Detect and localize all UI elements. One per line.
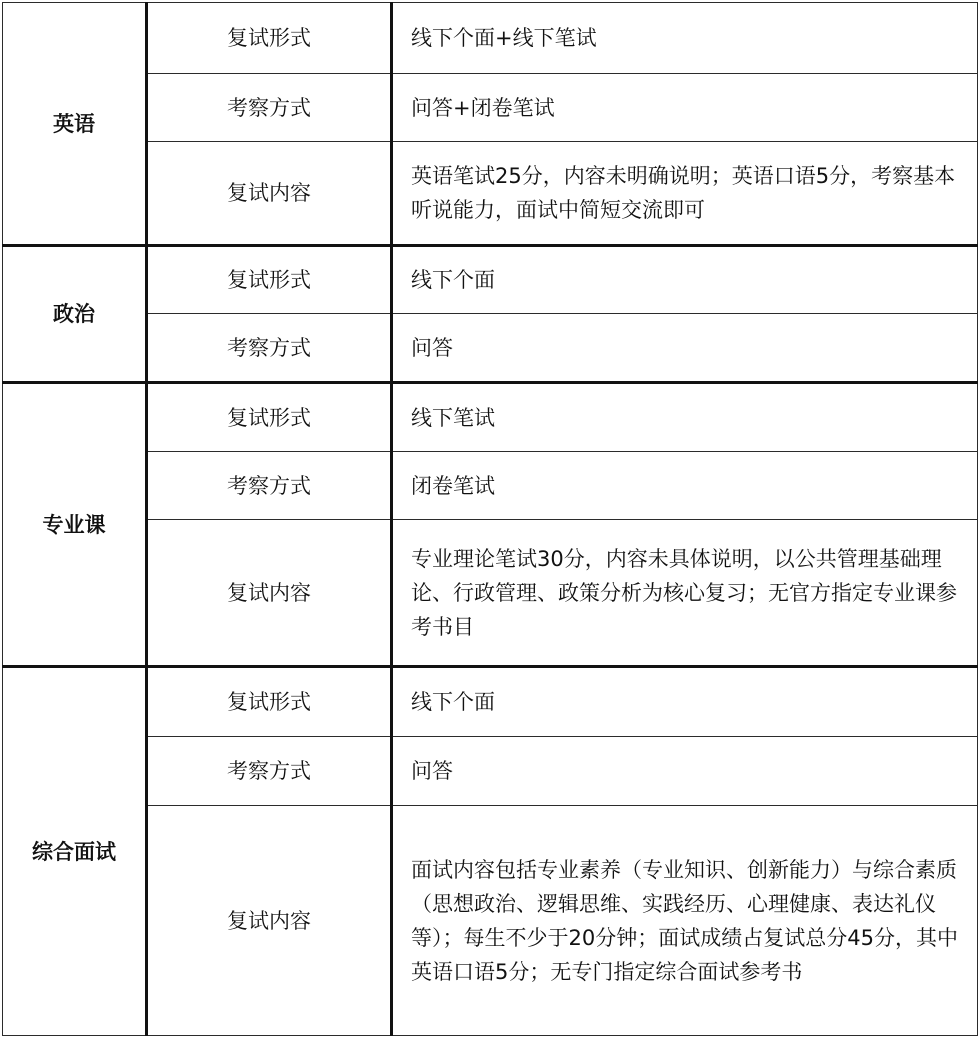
content-cell: 线下个面+线下笔试 — [392, 3, 978, 74]
content-cell: 线下个面 — [392, 667, 978, 737]
table-row — [3, 806, 978, 1036]
table-row — [3, 246, 978, 314]
item-cell: 复试形式 — [147, 3, 392, 74]
table-row — [3, 3, 978, 74]
table-row — [3, 383, 978, 452]
content-cell: 问答 — [392, 737, 978, 806]
category-cell-major-course: 专业课 — [3, 383, 147, 667]
item-cell: 考察方式 — [147, 452, 392, 520]
table-row — [3, 520, 978, 667]
item-cell: 考察方式 — [147, 737, 392, 806]
table-row — [3, 142, 978, 246]
item-cell: 复试形式 — [147, 667, 392, 737]
item-cell: 考察方式 — [147, 74, 392, 142]
table-row — [3, 74, 978, 142]
category-cell-interview: 综合面试 — [3, 667, 147, 1036]
content-cell: 问答 — [392, 314, 978, 383]
content-cell: 线下笔试 — [392, 383, 978, 452]
content-cell: 闭卷笔试 — [392, 452, 978, 520]
retest-info-table — [2, 2, 978, 1036]
table-row — [3, 314, 978, 383]
table-row — [3, 667, 978, 737]
item-cell: 复试内容 — [147, 806, 392, 1036]
item-cell: 复试形式 — [147, 246, 392, 314]
item-cell: 复试形式 — [147, 383, 392, 452]
content-cell: 线下个面 — [392, 246, 978, 314]
content-cell: 问答+闭卷笔试 — [392, 74, 978, 142]
item-cell: 复试内容 — [147, 520, 392, 667]
category-cell-english: 英语 — [3, 3, 147, 246]
content-cell: 专业理论笔试30分，内容未具体说明，以公共管理基础理论、行政管理、政策分析为核心复习；无官方指定专业课参考书目 — [392, 520, 978, 667]
table-row — [3, 737, 978, 806]
item-cell: 考察方式 — [147, 314, 392, 383]
content-cell: 英语笔试25分，内容未明确说明；英语口语5分，考察基本听说能力，面试中简短交流即可 — [392, 142, 978, 246]
category-cell-politics: 政治 — [3, 246, 147, 383]
table-row — [3, 452, 978, 520]
item-cell: 复试内容 — [147, 142, 392, 246]
content-cell: 面试内容包括专业素养（专业知识、创新能力）与综合素质（思想政治、逻辑思维、实践经历、心理健康、表达礼仪等）；每生不少于20分钟；面试成绩占复试总分45分，其中英语口语5分；无专门指定综合面试参考书 — [392, 806, 978, 1036]
